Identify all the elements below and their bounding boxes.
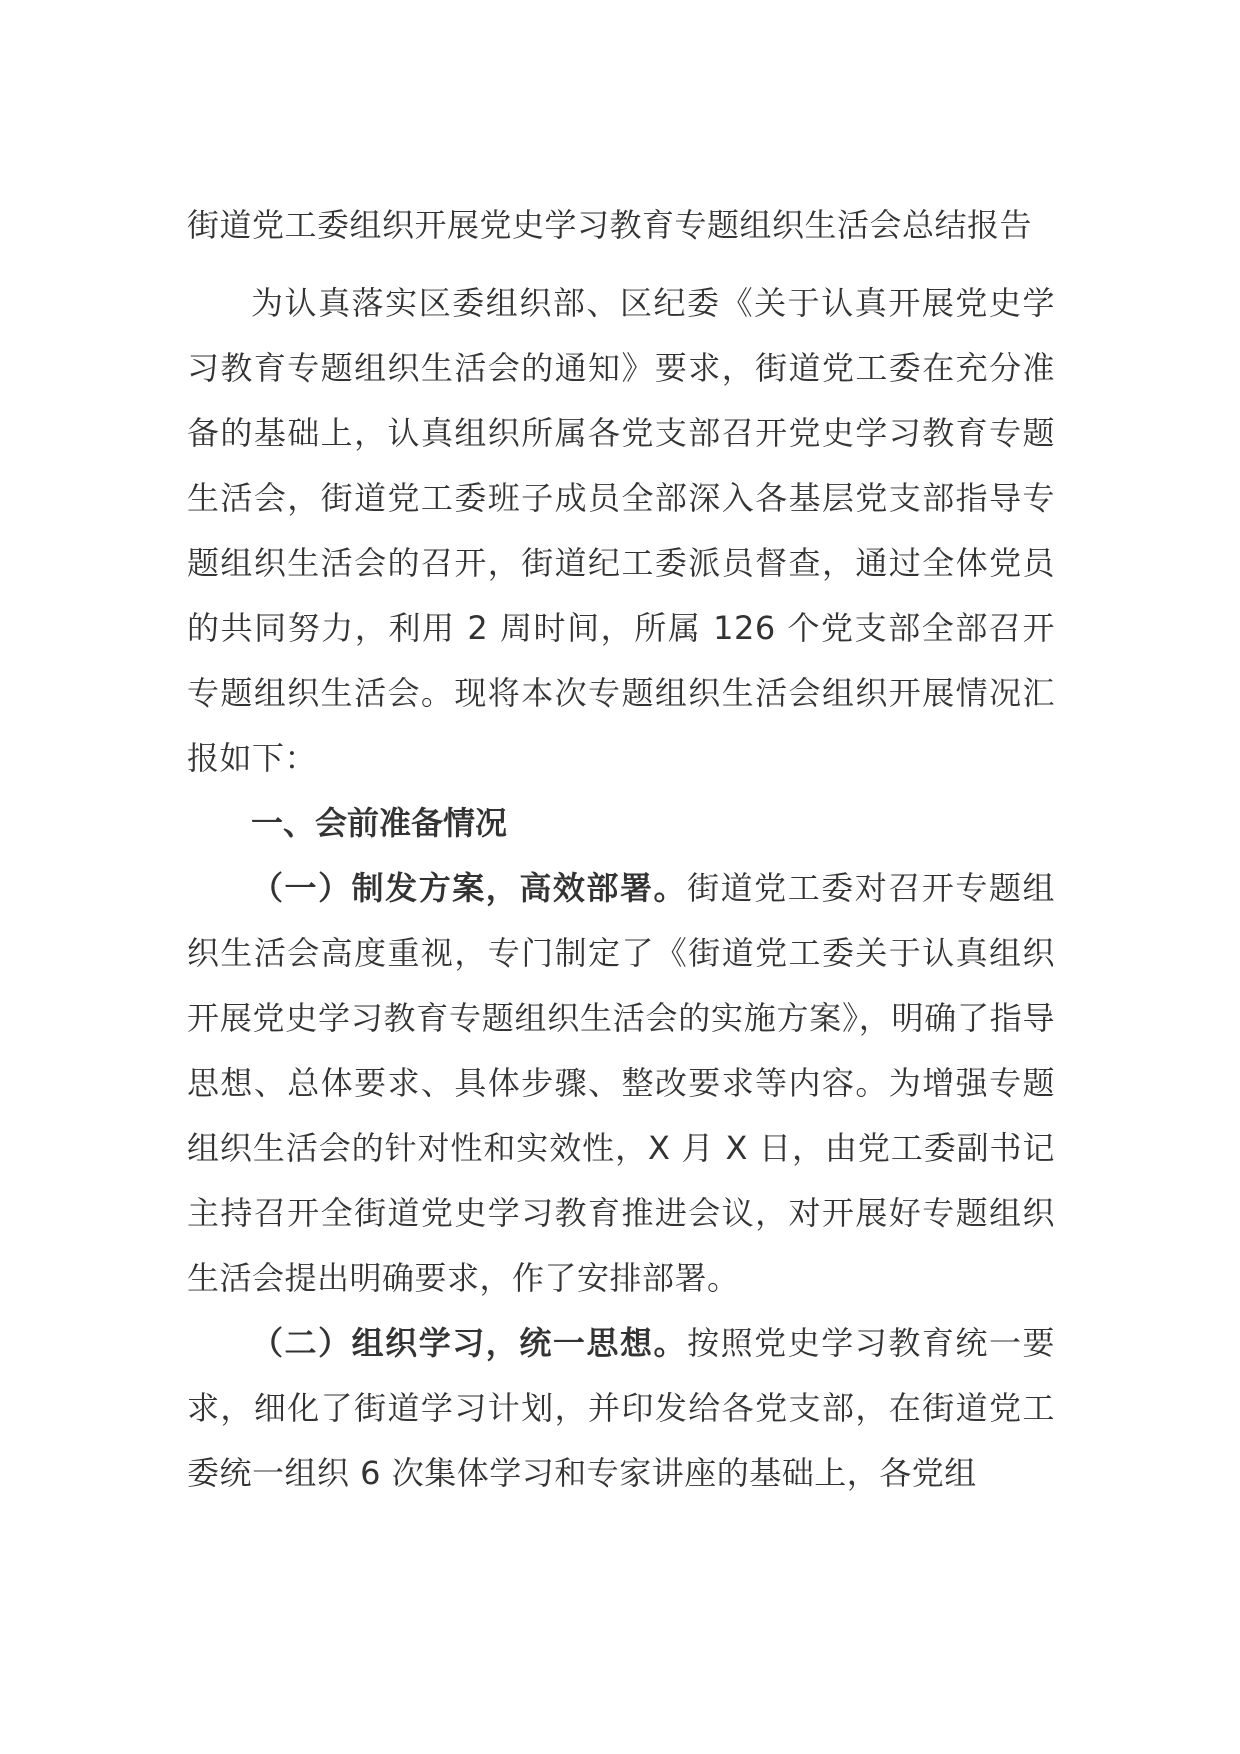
document-title: 街道党工委组织开展党史学习教育专题组织生活会总结报告 [187, 206, 1033, 244]
item-lead-plan: （一）制发方案，高效部署。 [251, 869, 688, 907]
intro-paragraph: 为认真落实区委组织部、区纪委《关于认真开展党史学习教育专题组织生活会的通知》要求，街道党工委在充分准备的基础上，认真组织所属各党支部召开党史学习教育专题生活会，街道党工委班子成员全部深入各基层党支部指导专题组织生活会的召开，街道纪工委派员督查，通过全体党员的共同努力，利用 2 周时间，所属 126 个党支部全部召开专题组织生活会。现将本次专题组织生活会组织开展情况汇报如下： [187, 284, 1055, 777]
item-lead-study: （二）组织学习，统一思想。 [251, 1324, 688, 1362]
item-text-plan: 街道党工委对召开专题组织生活会高度重视，专门制定了《街道党工委关于认真组织开展党史学习教育专题组织生活会的实施方案》，明确了指导思想、总体要求、具体步骤、整改要求等内容。为增强专题组织生活会的针对性和实效性，X 月 X 日，由党工委副书记主持召开全街道党史学习教育推进会议，对开展好专题组织生活会提出明确要求，作了安排部署。 [187, 869, 1055, 1297]
document-page [187, 193, 1055, 1506]
item-paragraph-study [187, 1311, 1055, 1506]
section-heading-preparation: 一、会前准备情况 [251, 804, 508, 842]
item-text-study: 按照党史学习教育统一要求，细化了街道学习计划，并印发给各党支部，在街道党工委统一组织 6 次集体学习和专家讲座的基础上，各党组 [187, 1324, 1055, 1492]
item-paragraph-plan [187, 856, 1055, 1311]
